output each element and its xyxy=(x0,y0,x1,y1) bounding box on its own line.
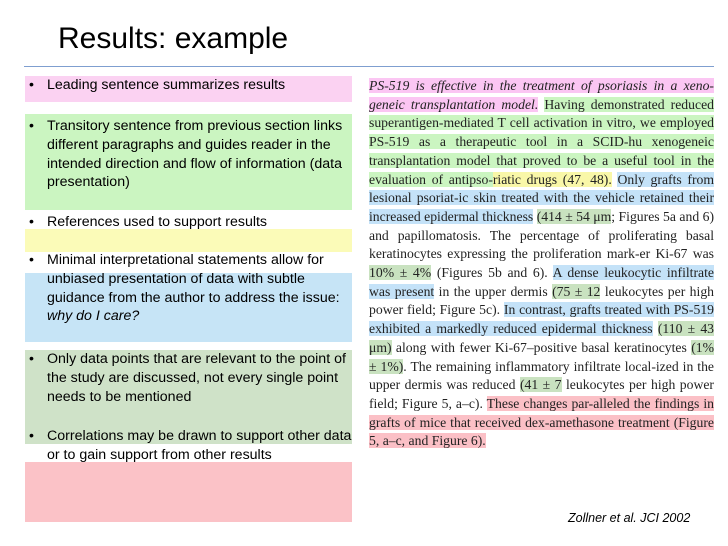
article-text: ; Figures 5a and 6) and papillomatosis. The percentage of proliferating basal keratinocytes expressing the proliferation mark-er Ki-67 was xyxy=(369,208,715,262)
bullet-text: Correlations may be drawn to support other data or to gain support from other results xyxy=(47,428,352,463)
interpretational-statement: A dense leukocytic infiltrate was present xyxy=(369,265,714,299)
bullet-references: • References used to support results xyxy=(29,214,268,230)
article-text: (Figures 5b and 6). xyxy=(436,265,548,281)
transitory-sentence: Having demonstrated reduced superantigen-mediated T cell activation in vitro, we employed PS-519 as a therapeutic tool in a SCID-hu xenogeneic transplantation model that proved to be a useful tool in the evaluation of antipso- xyxy=(369,96,714,187)
bullet-text: Minimal interpretational statements allow for unbiased presentation of data with subtle guidance from the author to address the issue: xyxy=(47,252,340,306)
bullet-relevant-data-points: • Only data points that are relevant to the point of the study are discussed, not every single point needs to be mentioned xyxy=(29,351,346,405)
bullet-text: References used to support results xyxy=(47,214,268,230)
bullet-text: Leading sentence summarizes results xyxy=(47,77,286,93)
bullet-leading-sentence: • Leading sentence summarizes results xyxy=(29,77,286,93)
bullet-emphasis: why do I care? xyxy=(47,308,140,325)
title-underline xyxy=(24,66,714,67)
reference-citation: riatic drugs (47, 48). xyxy=(492,171,612,187)
correlation-statement: These changes par-alleled the findings in grafts of mice that received dex-amethasone treatment (Figure 5, a–c, and Figure 6). xyxy=(369,395,714,449)
bullet-correlations: • Correlations may be drawn to support other data or to gain support from other results xyxy=(29,428,352,463)
highlight-band-yellow xyxy=(25,229,352,252)
data-point: (414 ± 54 μm xyxy=(536,208,612,224)
article-text: . The remaining inflammatory infiltrate local-ized in the upper dermis was reduced xyxy=(369,358,714,393)
article-text: in the upper dermis xyxy=(438,283,548,299)
highlight-band-red xyxy=(25,462,352,522)
interpretational-statement: In contrast, grafts treated with PS-519 exhibited a markedly reduced epidermal thickness xyxy=(369,302,715,337)
article-text: leukocytes per high power field; Figure 5c). xyxy=(369,283,715,318)
article-excerpt xyxy=(369,77,714,451)
data-point: 10% ± 4% xyxy=(369,265,432,281)
interpretational-statement: Only grafts from lesional psoriat-ic skin treated with the vehicle retained their increased epidermal thickness xyxy=(369,171,714,224)
leading-sentence: PS-519 is effective in the treatment of psoriasis in a xeno-geneic transplantation model. xyxy=(369,78,714,112)
article-text: leukocytes per high power field; Figure 5, a–c). xyxy=(369,377,714,411)
data-point: (75 ± 12 xyxy=(552,283,601,299)
bullet-text: Transitory sentence from previous section links different paragraphs and guides reader in the intended direction and flow of information (data presentation) xyxy=(47,118,343,191)
data-point: (41 ± 7 xyxy=(519,377,562,393)
data-point: (110 ± 43 μm) xyxy=(369,321,715,355)
bullet-transitory-sentence: • Transitory sentence from previous section links different paragraphs and guides reader in the intended direction and flow of information (data presentation) xyxy=(29,118,343,191)
page-title: Results: example xyxy=(58,22,289,55)
citation: Zollner et al. JCI 2002 xyxy=(568,511,691,525)
bullet-text: Only data points that are relevant to the point of the study are discussed, not every single point needs to be mentioned xyxy=(47,351,346,405)
article-text: along with fewer Ki-67–positive basal keratinocytes xyxy=(395,339,687,355)
bullet-interpretational-statements: • Minimal interpretational statements allow for unbiased presentation of data with subtle guidance from the author to address the issue: why do I care? xyxy=(29,252,340,325)
data-point: (1% ± 1%) xyxy=(369,339,715,374)
